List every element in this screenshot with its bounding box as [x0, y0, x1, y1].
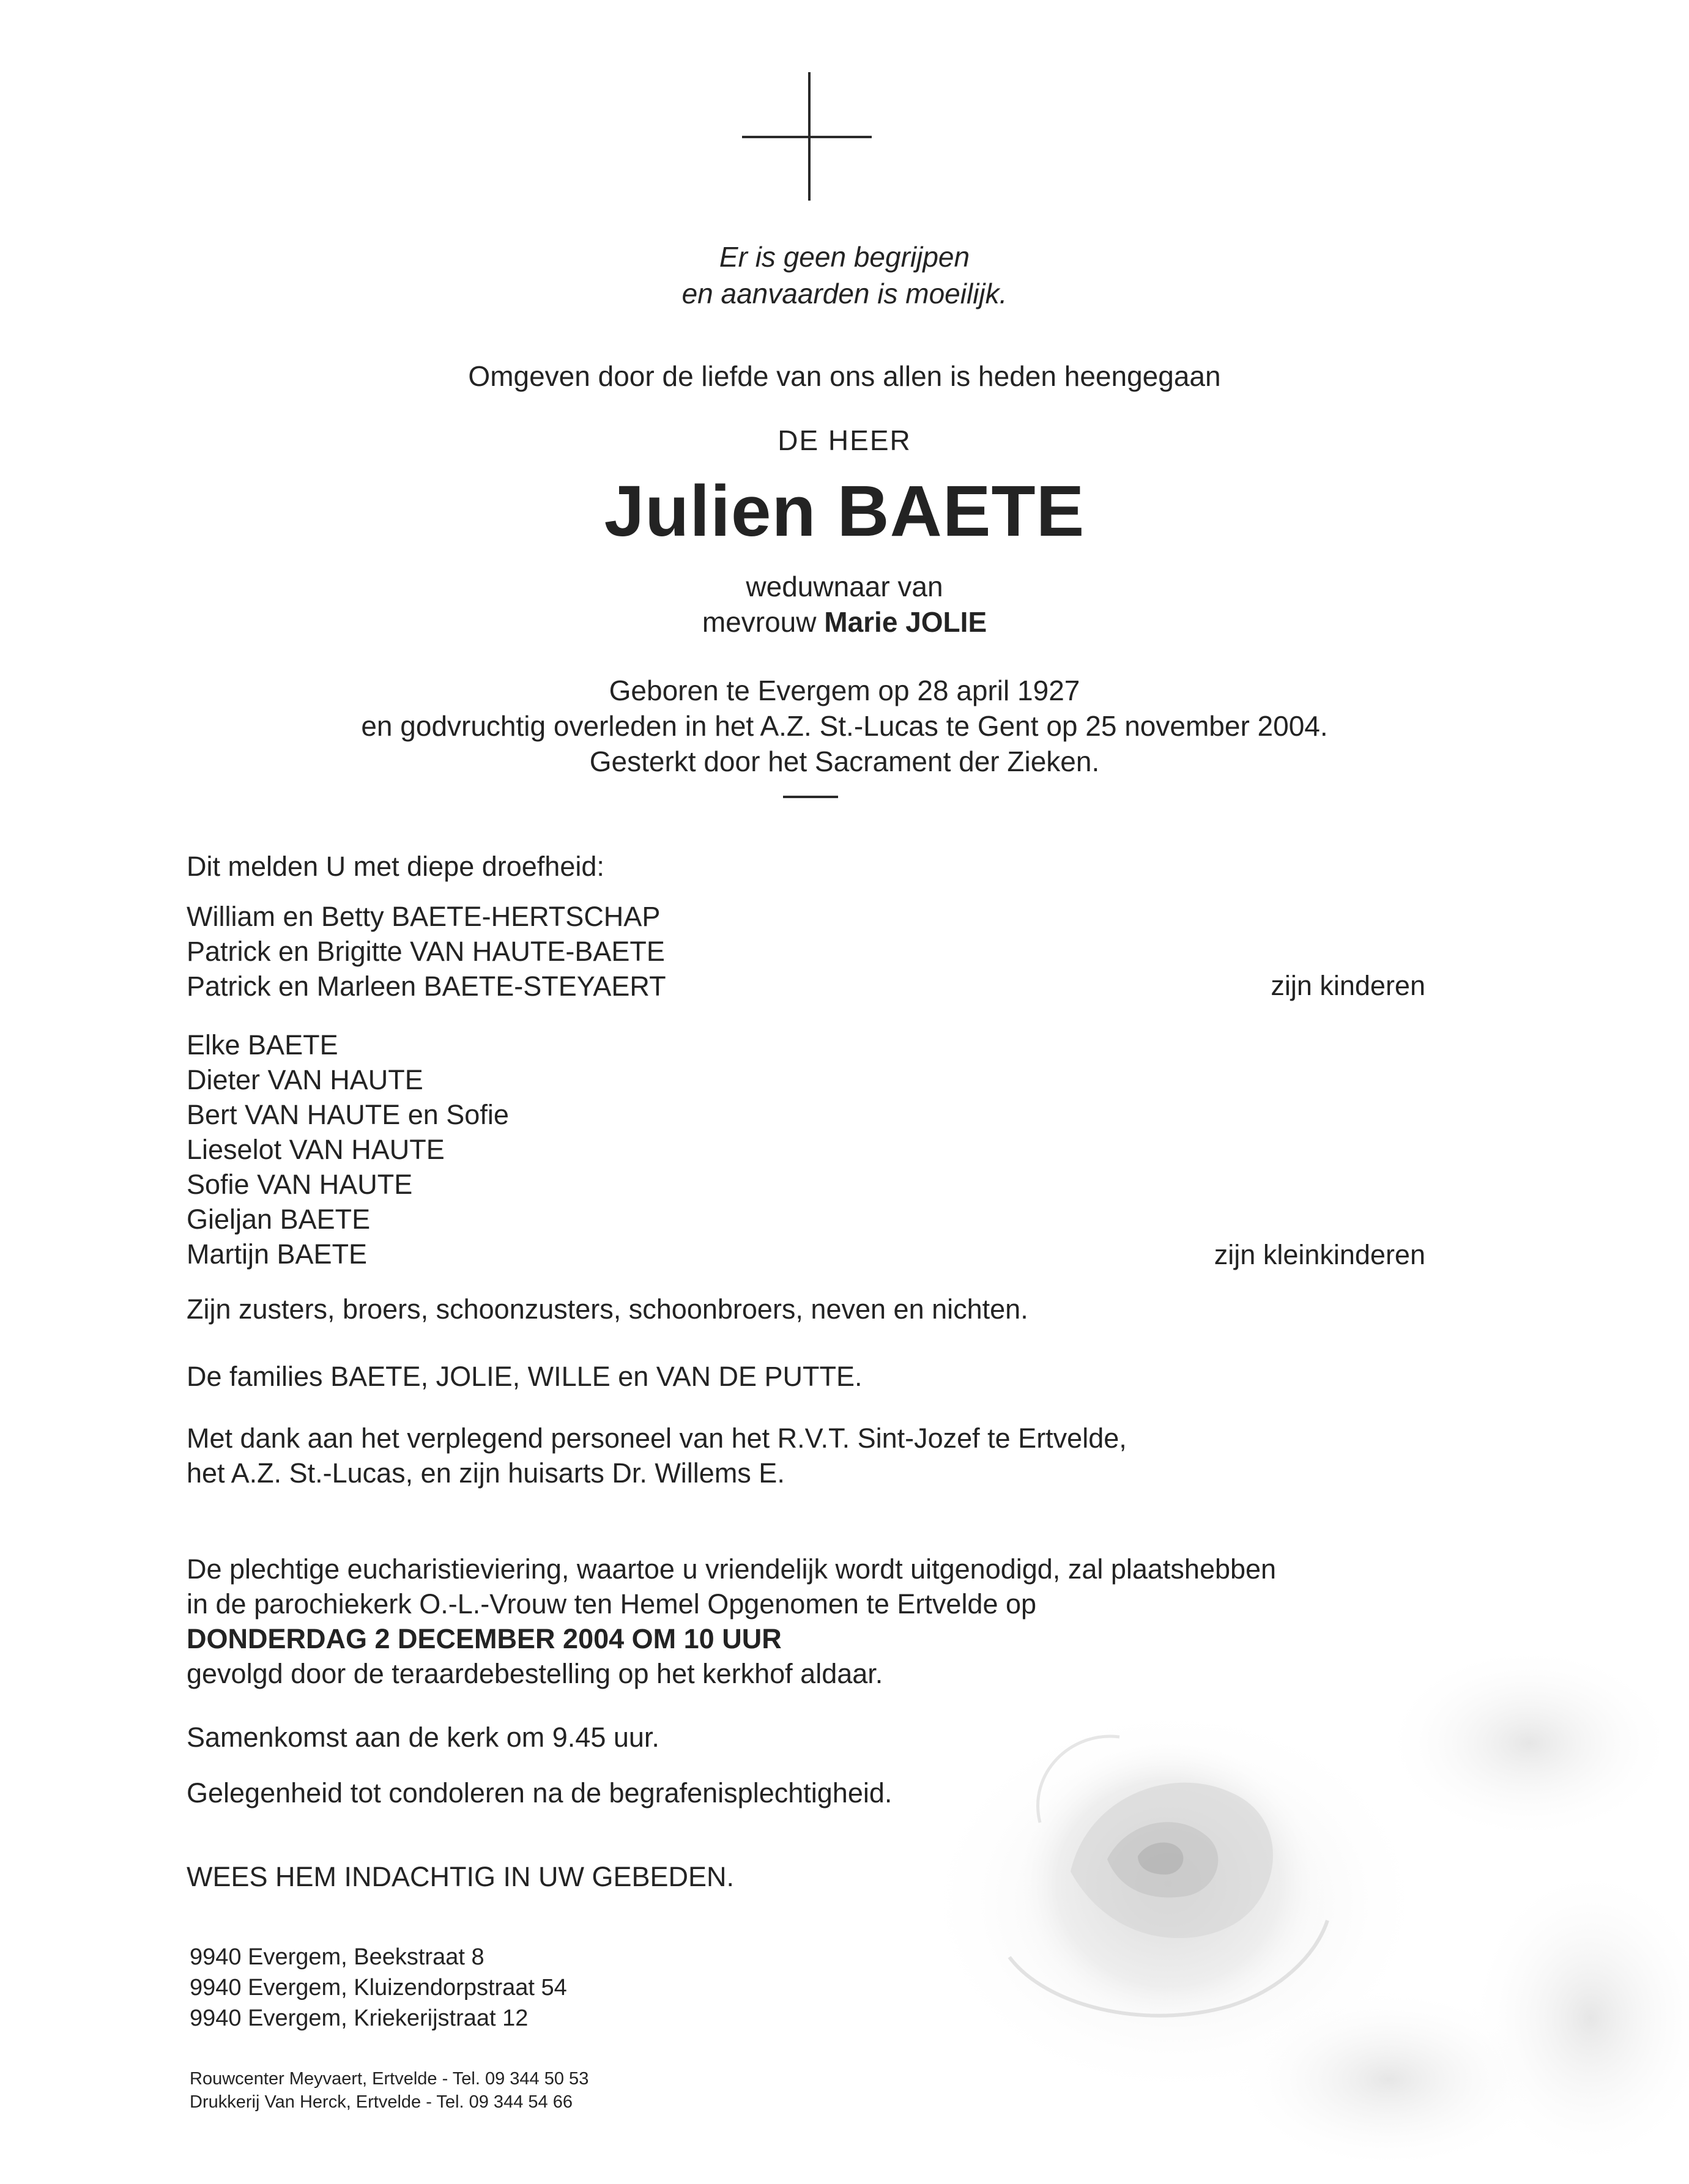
credits — [190, 2067, 588, 2114]
address-line: 9940 Evergem, Kluizendorpstraat 54 — [190, 1975, 567, 2001]
prayer-line: WEES HEM INDACHTIG IN UW GEBEDEN. — [187, 1861, 735, 1892]
list-item: Dieter VAN HAUTE — [187, 1064, 423, 1095]
thanks-block — [187, 1421, 1127, 1490]
credit-line: Drukkerij Van Herck, Ertvelde - Tel. 09 344 54 66 — [190, 2092, 573, 2112]
list-item: William en Betty BAETE-HERTSCHAP — [187, 901, 661, 932]
families-line: De families BAETE, JOLIE, WILLE en VAN DE PUTTE. — [187, 1361, 863, 1392]
burial-line: gevolgd door de teraardebestelling op het kerkhof aldaar. — [187, 1658, 883, 1689]
title: DE HEER — [778, 424, 911, 456]
thanks-line: het A.Z. St.-Lucas, en zijn huisarts Dr. Willems E. — [187, 1457, 785, 1489]
list-item: Patrick en Brigitte VAN HAUTE-BAETE — [187, 936, 665, 967]
widower-line: weduwnaar van — [746, 571, 943, 602]
address-line: 9940 Evergem, Kriekerijstraat 12 — [190, 2005, 529, 2031]
address-line: 9940 Evergem, Beekstraat 8 — [190, 1944, 484, 1970]
grandchildren-list — [187, 1027, 509, 1272]
list-item: Martijn BAETE — [187, 1238, 368, 1270]
spouse-prefix: mevrouw — [702, 606, 817, 638]
list-item: Elke BAETE — [187, 1029, 338, 1061]
ceremony-line: De plechtige eucharistieviering, waartoe u vriendelijk wordt uitgenodigd, zal plaatshebben — [187, 1553, 1277, 1585]
spouse-name: Marie JOLIE — [824, 606, 987, 638]
list-item: Sofie VAN HAUTE — [187, 1169, 413, 1200]
ceremony-line: in de parochiekerk O.-L.-Vrouw ten Hemel Opgenomen te Ertvelde op — [187, 1588, 1037, 1619]
announce-line: Dit melden U met diepe droefheid: — [187, 851, 604, 882]
address-list — [190, 1942, 567, 2034]
meeting-line: Samenkomst aan de kerk om 9.45 uur. — [187, 1722, 659, 1753]
rose-image — [887, 1639, 1689, 2184]
spouse-line — [0, 604, 1689, 640]
sacrament-line: Gesterkt door het Sacrament der Zieken. — [589, 746, 1100, 777]
list-item: Patrick en Marleen BAETE-STEYAERT — [187, 971, 666, 1002]
thanks-line: Met dank aan het verplegend personeel van het R.V.T. Sint-Jozef te Ertvelde, — [187, 1423, 1127, 1454]
grandchildren-label: zijn kleinkinderen — [1214, 1239, 1425, 1270]
credit-line: Rouwcenter Meyvaert, Ertvelde - Tel. 09 344 50 53 — [190, 2069, 589, 2089]
divider — [783, 796, 838, 798]
condolence-line: Gelegenheid tot condoleren na de begrafenisplechtigheid. — [187, 1777, 893, 1808]
list-item: Gieljan BAETE — [187, 1204, 371, 1235]
children-list — [187, 899, 666, 1004]
children-label: zijn kinderen — [1271, 970, 1425, 1001]
siblings-line: Zijn zusters, broers, schoonzusters, schoonbroers, neven en nichten. — [187, 1294, 1028, 1325]
quote — [0, 239, 1689, 312]
deceased-name: Julien BAETE — [604, 471, 1085, 552]
quote-line: Er is geen begrijpen — [719, 241, 970, 273]
list-item: Lieselot VAN HAUTE — [187, 1134, 445, 1165]
quote-line: en aanvaarden is moeilijk. — [681, 278, 1008, 309]
ceremony-date: DONDERDAG 2 DECEMBER 2004 OM 10 UUR — [187, 1623, 782, 1654]
death-line: en godvruchtig overleden in het A.Z. St.-Lucas te Gent op 25 november 2004. — [361, 710, 1328, 742]
list-item: Bert VAN HAUTE en Sofie — [187, 1099, 509, 1130]
intro-text: Omgeven door de liefde van ons allen is heden heengegaan — [468, 360, 1221, 392]
birth-line: Geboren te Evergem op 28 april 1927 — [609, 675, 1080, 706]
